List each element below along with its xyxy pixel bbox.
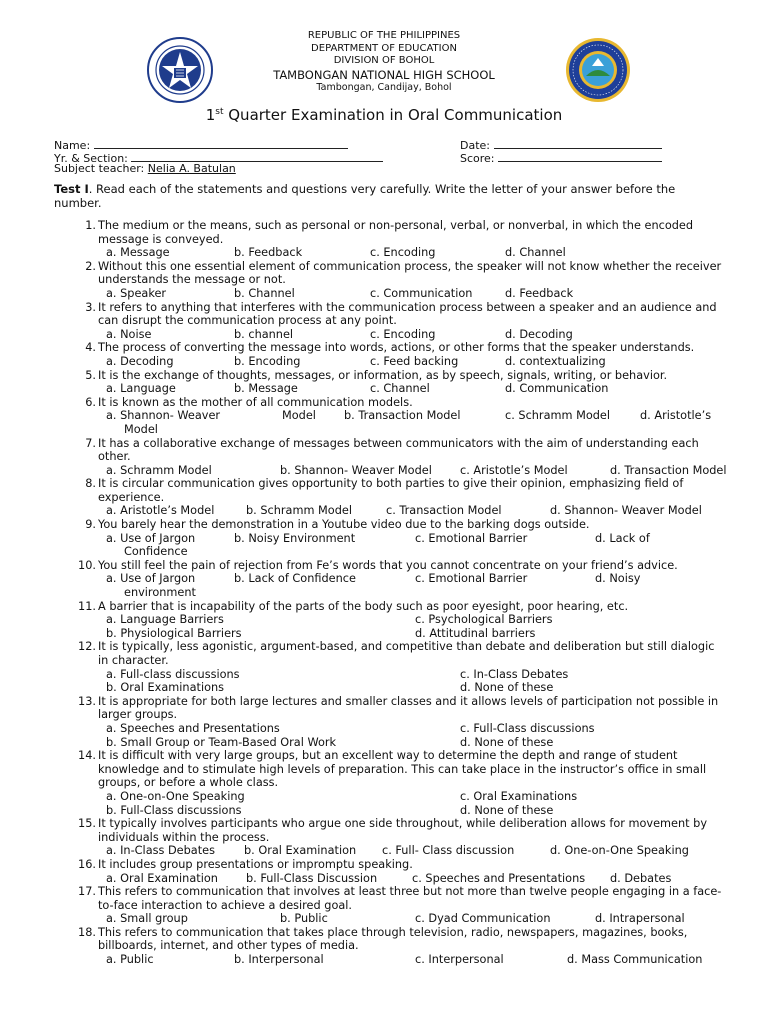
division-line: DIVISION OF BOHOL	[333, 55, 435, 66]
choice-row	[0, 328, 768, 342]
question-number: 5.	[85, 368, 96, 382]
choice-row	[0, 627, 768, 641]
question-item	[0, 301, 768, 342]
choice-row	[0, 532, 768, 546]
title-ordinal: 1	[205, 106, 216, 124]
choice-row	[0, 409, 768, 423]
answer-choice[interactable]: d. Decoding	[505, 327, 573, 341]
answer-choice[interactable]: d. None of these	[460, 803, 554, 817]
answer-choice[interactable]: d. Aristotle’s	[640, 409, 712, 423]
answer-choice[interactable]: d. Mass Communication	[567, 953, 703, 967]
question-text: It is known as the mother of all communication models.	[98, 395, 413, 409]
answer-choice[interactable]: b. Full-Class Discussion	[246, 871, 378, 885]
question-text: You barely hear the demonstration in a Youtube video due to the barking dogs outside.	[98, 518, 590, 532]
score-line	[460, 151, 662, 165]
answer-choice[interactable]: c. Psychological Barriers	[415, 613, 553, 627]
answer-choice[interactable]: a. Oral Examination	[106, 871, 218, 885]
question-number: 16.	[78, 857, 96, 871]
question-text: Without this one essential element of communication process, the speaker will not know whether the receiver understands the message or not.	[98, 259, 722, 287]
question-text: A barrier that is incapability of the parts of the body such as poor eyesight, poor hearing, etc.	[98, 599, 629, 613]
question-item	[0, 885, 768, 926]
question-item	[0, 858, 768, 885]
answer-choice[interactable]: c. Full- Class discussion	[382, 844, 515, 858]
answer-choice[interactable]: d. None of these	[460, 681, 554, 695]
question-item	[0, 817, 768, 858]
answer-choice[interactable]: c. Schramm Model	[505, 409, 611, 423]
question-item	[0, 695, 768, 749]
question-text: It is difficult with very large groups, but an excellent way to determine the depth and range of student knowledge and to stimulate high levels of preparation. This can take place in the instructor’s office in small groups, or before a whole class.	[98, 749, 707, 790]
question-number: 9.	[85, 518, 96, 532]
answer-choice[interactable]: d. One-on-One Speaking	[550, 844, 689, 858]
answer-choice[interactable]: b. Channel	[234, 286, 295, 300]
name-line	[54, 138, 348, 152]
question-text: It refers to anything that interferes with the communication process between a speaker and an audience and can disrupt the communication process at any point.	[98, 300, 717, 328]
choice-row	[0, 668, 768, 682]
question-number: 10.	[78, 558, 96, 572]
answer-choice[interactable]: d. Shannon- Weaver Model	[550, 504, 702, 518]
choice-row	[0, 872, 768, 886]
letterhead	[0, 30, 768, 94]
question-text: The process of converting the message into words, actions, or other forms that the speaker understands.	[98, 341, 695, 355]
answer-choice[interactable]: c. Feed backing	[370, 354, 459, 368]
answer-choice[interactable]: b. Full-Class discussions	[106, 803, 242, 817]
answer-choice[interactable]: c. In-Class Debates	[460, 667, 569, 681]
choice-row-wrap	[0, 423, 768, 437]
answer-choice[interactable]: c. Emotional Barrier	[415, 572, 528, 586]
answer-choice[interactable]: d. Attitudinal barriers	[415, 626, 536, 640]
question-number: 3.	[85, 300, 96, 314]
question-item	[0, 341, 768, 368]
answer-choice-continued: Model	[124, 422, 158, 436]
choice-row	[0, 464, 768, 478]
question-text: It includes group presentations or impromptu speaking.	[98, 857, 413, 871]
answer-choice[interactable]: a. Language Barriers	[106, 613, 224, 627]
choice-row	[0, 246, 768, 260]
answer-choice[interactable]: c. Emotional Barrier	[415, 531, 528, 545]
answer-choice[interactable]: c. Speeches and Presentations	[412, 871, 586, 885]
question-number: 2.	[85, 259, 96, 273]
date-line	[460, 138, 662, 152]
section-label: Yr. & Section:	[54, 152, 128, 165]
choice-row	[0, 504, 768, 518]
republic-line: REPUBLIC OF THE PHILIPPINES	[307, 30, 461, 41]
question-text: It is appropriate for both large lectures and smaller classes and it allows levels of participation not possible in larger groups.	[98, 694, 719, 722]
question-text: The medium or the means, such as personal or non-personal, verbal, or nonverbal, in which the encoded message is conveyed.	[98, 219, 694, 246]
answer-choice[interactable]: c. Interpersonal	[415, 953, 504, 967]
choice-row	[0, 722, 768, 736]
answer-choice[interactable]: c. Full-Class discussions	[460, 721, 595, 735]
choice-row-wrap	[0, 545, 768, 559]
question-item	[0, 369, 768, 396]
question-text: It typically involves participants who argue one side throughout, while deliberation allows for movement by individuals within the process.	[98, 817, 708, 844]
answer-choice[interactable]: b. Noisy Environment	[234, 531, 356, 545]
question-text: You still feel the pain of rejection from Fe’s words that you cannot concentrate on your friend’s advice.	[98, 558, 678, 572]
question-number: 17.	[78, 885, 96, 899]
teacher-name: Nelia A. Batulan	[147, 162, 236, 175]
question-number: 4.	[85, 341, 96, 355]
question-item	[0, 640, 768, 694]
answer-choice[interactable]: a. Noise	[106, 327, 152, 341]
question-text: It is the exchange of thoughts, messages, or information, as by speech, signals, writing, or behavior.	[98, 368, 668, 382]
answer-choice[interactable]: d. Channel	[505, 246, 566, 260]
question-text: This refers to communication that takes place through television, radio, newspapers, magazines, books, billboards, internet, and other types of media.	[98, 925, 688, 953]
answer-choice[interactable]: b. Encoding	[234, 354, 301, 368]
choice-row	[0, 613, 768, 627]
question-number: 8.	[85, 477, 96, 491]
answer-choice[interactable]: b. Transaction Model	[344, 409, 461, 423]
question-item	[0, 260, 768, 301]
question-number: 7.	[85, 436, 96, 450]
answer-choice[interactable]: b. channel	[234, 327, 294, 341]
answer-choice[interactable]: b. Feedback	[234, 246, 303, 260]
answer-choice[interactable]: c. Encoding	[370, 246, 436, 260]
choice-row	[0, 681, 768, 695]
question-item	[0, 396, 768, 437]
question-list	[0, 219, 768, 967]
answer-choice[interactable]: a. Speaker	[106, 286, 167, 300]
answer-choice[interactable]: Model	[282, 409, 316, 423]
test-instructions	[54, 182, 724, 210]
answer-choice[interactable]: a. Small group	[106, 912, 188, 926]
answer-choice[interactable]: d. Feedback	[505, 286, 574, 300]
answer-choice[interactable]: a. Language	[106, 382, 176, 396]
question-item	[0, 219, 768, 260]
teacher-label: Subject teacher:	[54, 162, 145, 175]
question-text: It is typically, less agonistic, argument-based, and competitive than debate and deliberation but still dialogic in character.	[98, 640, 715, 667]
choice-row	[0, 382, 768, 396]
answer-choice[interactable]: d. Transaction Model	[610, 463, 727, 477]
question-item	[0, 518, 768, 559]
department-line: DEPARTMENT OF EDUCATION	[311, 42, 457, 54]
choice-row-wrap	[0, 586, 768, 600]
answer-choice[interactable]: a. Use of Jargon	[106, 572, 196, 586]
answer-choice[interactable]: d. Lack of	[595, 531, 650, 545]
teacher-line	[54, 163, 236, 175]
answer-choice[interactable]: d. None of these	[460, 735, 554, 749]
choice-row	[0, 287, 768, 301]
choice-row	[0, 804, 768, 818]
answer-choice[interactable]: d. Intrapersonal	[595, 912, 685, 926]
question-number: 14.	[78, 749, 96, 763]
question-number: 15.	[78, 817, 96, 831]
question-number: 12.	[78, 640, 96, 654]
question-text: This refers to communication that involves at least three but not more than twelve people engaging in a face-to-face interaction to achieve a desired goal.	[98, 885, 722, 912]
section-blank[interactable]	[131, 151, 383, 162]
answer-choice-continued: environment	[124, 586, 196, 600]
answer-choice[interactable]: b. Public	[280, 912, 328, 926]
question-text: It has a collaborative exchange of messages between communicators with the aim of understanding each other.	[98, 436, 699, 464]
answer-choice[interactable]: b. Schramm Model	[246, 504, 352, 518]
question-item	[0, 749, 768, 817]
answer-choice[interactable]: b. Shannon- Weaver Model	[280, 463, 432, 477]
answer-choice[interactable]: a. One-on-One Speaking	[106, 789, 245, 803]
answer-choice[interactable]: a. Shannon- Weaver	[106, 409, 221, 423]
question-number: 11.	[78, 599, 96, 613]
answer-choice[interactable]: b. Oral Examination	[244, 844, 357, 858]
answer-choice[interactable]: d. Debates	[610, 871, 672, 885]
answer-choice[interactable]: d. Communication	[505, 382, 609, 396]
answer-choice[interactable]: c. Aristotle’s Model	[460, 463, 568, 477]
choice-row	[0, 912, 768, 926]
name-blank[interactable]	[94, 138, 348, 149]
title-ordinal-suffix: st	[215, 107, 224, 117]
answer-choice[interactable]: d. Noisy	[595, 572, 641, 586]
date-label: Date:	[460, 139, 490, 152]
school-name: TAMBONGAN NATIONAL HIGH SCHOOL	[273, 67, 495, 82]
question-number: 18.	[78, 925, 96, 939]
answer-choice-continued: Confidence	[124, 545, 188, 559]
instructions-text: . Read each of the statements and questions very carefully. Write the letter of your answer before the number.	[54, 182, 676, 210]
question-item	[0, 926, 768, 967]
answer-choice[interactable]: a. Speeches and Presentations	[106, 721, 280, 735]
question-number: 1.	[85, 219, 96, 232]
answer-choice[interactable]: c. Channel	[370, 382, 430, 396]
answer-choice[interactable]: c. Encoding	[370, 327, 436, 341]
answer-choice[interactable]: a. Schramm Model	[106, 463, 212, 477]
answer-choice[interactable]: a. Public	[106, 953, 154, 967]
answer-choice[interactable]: d. contextualizing	[505, 354, 606, 368]
answer-choice[interactable]: c. Transaction Model	[386, 504, 502, 518]
question-item	[0, 559, 768, 600]
answer-choice[interactable]: a. Use of Jargon	[106, 531, 196, 545]
answer-choice[interactable]: c. Communication	[370, 286, 473, 300]
answer-choice[interactable]: a. Full-class discussions	[106, 667, 240, 681]
answer-choice[interactable]: b. Lack of Confidence	[234, 572, 356, 586]
answer-choice[interactable]: a. Message	[106, 246, 170, 260]
answer-choice[interactable]: b. Small Group or Team-Based Oral Work	[106, 735, 337, 749]
answer-choice[interactable]: b. Message	[234, 382, 298, 396]
answer-choice[interactable]: c. Oral Examinations	[460, 789, 578, 803]
question-item	[0, 437, 768, 478]
choice-row	[0, 953, 768, 967]
question-text: It is circular communication gives opportunity to both parties to give their opinion, emphasizing field of experience.	[98, 477, 684, 504]
choice-row	[0, 572, 768, 586]
answer-choice[interactable]: a. In-Class Debates	[106, 844, 215, 858]
name-label: Name:	[54, 139, 91, 152]
answer-choice[interactable]: b. Interpersonal	[234, 953, 324, 967]
question-number: 13.	[78, 694, 96, 708]
school-address: Tambongan, Candijay, Bohol	[316, 81, 452, 93]
answer-choice[interactable]: b. Physiological Barriers	[106, 626, 242, 640]
answer-choice[interactable]: a. Aristotle’s Model	[106, 504, 215, 518]
test-label: Test I	[54, 182, 89, 196]
choice-row	[0, 736, 768, 750]
choice-row	[0, 355, 768, 369]
answer-choice[interactable]: b. Oral Examinations	[106, 681, 225, 695]
choice-row	[0, 790, 768, 804]
question-item	[0, 477, 768, 518]
question-item	[0, 600, 768, 641]
question-number: 6.	[85, 395, 96, 409]
exam-title	[0, 106, 768, 124]
title-rest: Quarter Examination in Oral Communication	[223, 106, 563, 124]
score-label: Score:	[460, 152, 495, 165]
date-blank[interactable]	[494, 138, 662, 149]
choice-row	[0, 844, 768, 858]
answer-choice[interactable]: c. Dyad Communication	[415, 912, 551, 926]
answer-choice[interactable]: a. Decoding	[106, 354, 174, 368]
score-blank[interactable]	[498, 151, 662, 162]
